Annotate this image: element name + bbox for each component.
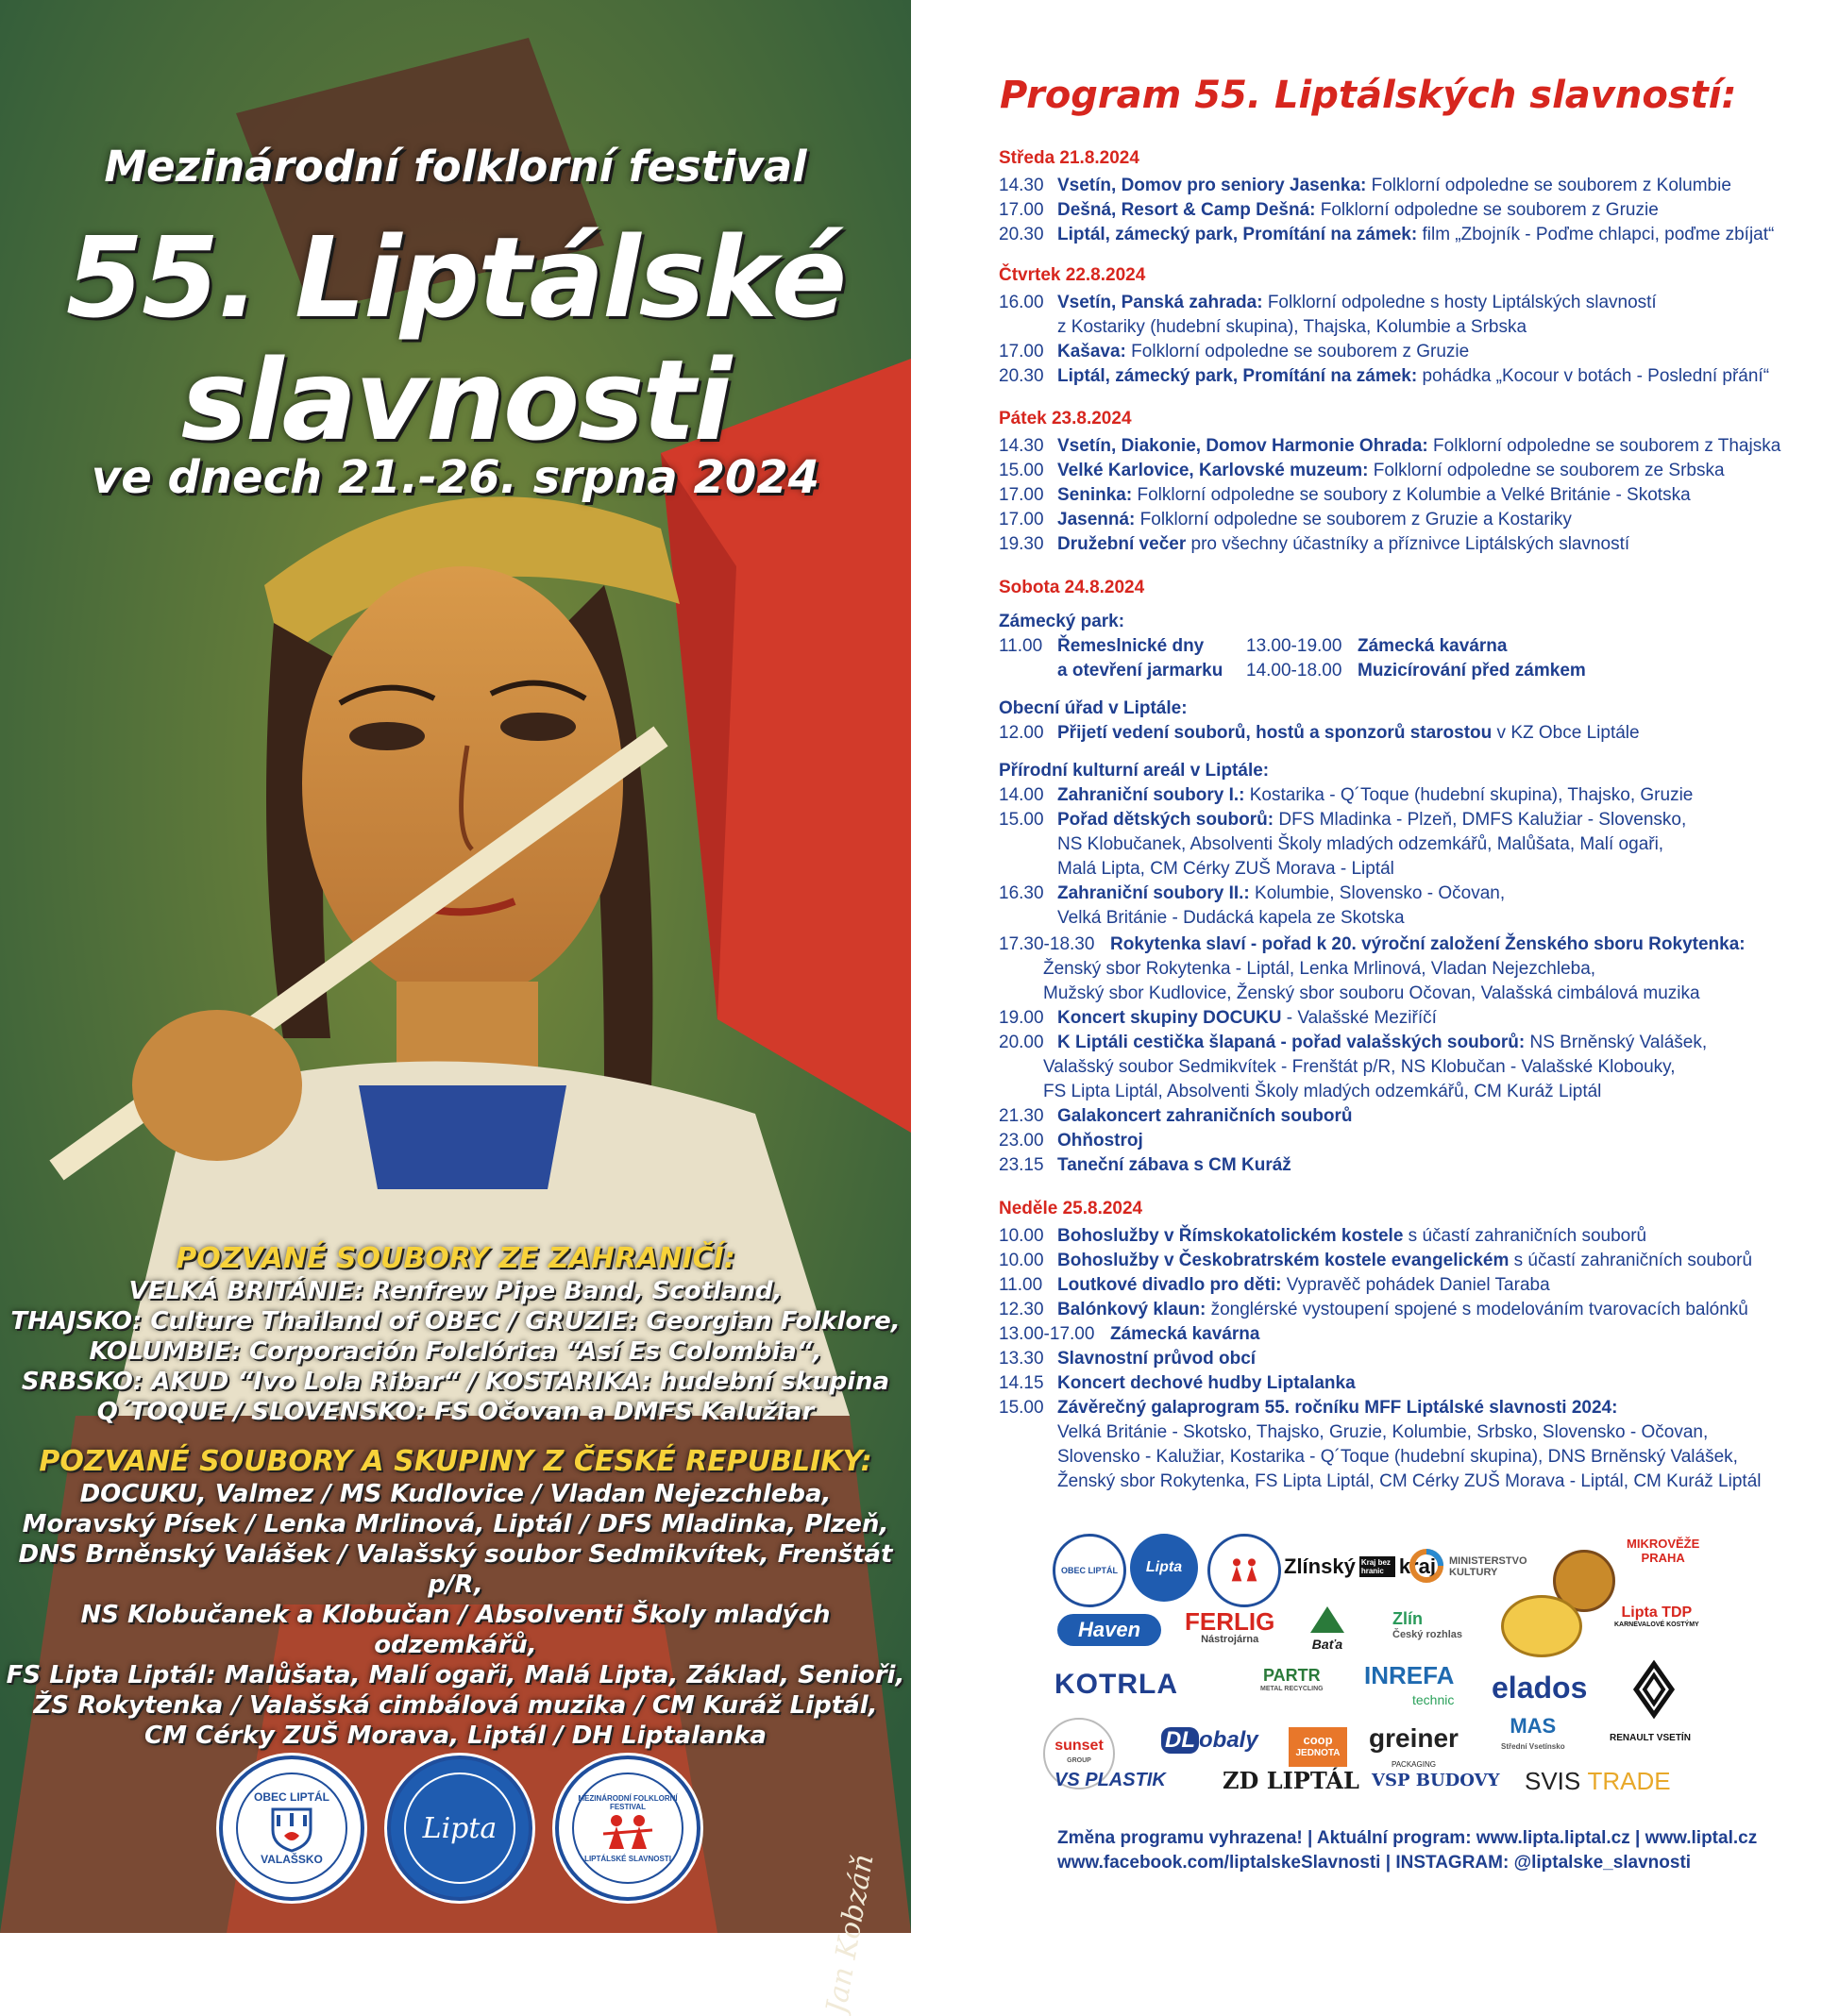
festival-title-line1: 55. Liptálské	[65, 212, 846, 343]
obec-liptal-seal	[219, 1756, 364, 1901]
footer-program-note: Změna programu vyhrazena! | Aktuální program: www.lipta.liptal.cz | www.liptal.cz	[1057, 1828, 1758, 1848]
program-row-continuation: Slovensko - Kalužiar, Kostarika - Q´Toque (hudební skupina), DNS Brněnský Valášek,	[1057, 1447, 1738, 1467]
program-row-continuation: NS Klobučanek, Absolventi Školy mladých odzemkářů, Malůšata, Malí ogaři,	[1057, 834, 1664, 854]
program-row: 23.00 Ohňostroj	[999, 1131, 1143, 1151]
program-row-continuation: Ženský sbor Rokytenka - Liptál, Lenka Mrlinová, Vladan Nejezchleba,	[1043, 959, 1596, 979]
czech-line: DNS Brněnský Valášek / Valašský soubor Sedmikvítek, Frenštát p/R,	[18, 1540, 893, 1599]
seal-top-text: MEZINÁRODNÍ FOLKLORNÍ FESTIVAL	[578, 1793, 678, 1811]
program-row: 13.30 Slavnostní průvod obcí	[999, 1349, 1257, 1369]
program-row: 17.00 Dešná, Resort & Camp Dešná: Folklorní odpoledne se souborem z Gruzie	[999, 200, 1659, 220]
tree-icon	[1308, 1604, 1346, 1637]
program-row-continuation: Valašský soubor Sedmikvítek - Frenštát p/R, NS Klobučan - Valašské Klobouky,	[1043, 1057, 1676, 1077]
foreign-line: Q´TOQUE / SLOVENSKO: FS Očovan a DMFS Kalužiar	[96, 1398, 815, 1426]
program-row: 13.00-17.00 Zámecká kavárna	[999, 1324, 1260, 1344]
seal-bottom-text: VALAŠSKO	[261, 1853, 323, 1866]
program-row-continuation: Ženský sbor Rokytenka, FS Lipta Liptál, CM Cérky ZUŠ Morava - Liptál, CM Kuráž Liptál	[1057, 1471, 1762, 1491]
program-row: 13.00-19.00 Zámecká kavárna	[1246, 636, 1508, 656]
lipta-seal-text: Lipta	[422, 1811, 498, 1845]
foreign-heading: POZVANÉ SOUBORY ZE ZAHRANIČÍ:	[176, 1242, 735, 1275]
section-obecni-urad: Obecní úřad v Liptále:	[999, 698, 1188, 718]
invited-ensembles	[0, 1241, 911, 1751]
program-row-continuation: Velká Británie - Skotsko, Thajsko, Gruzie, Kolumbie, Srbsko, Slovensko - Očovan,	[1057, 1422, 1709, 1442]
program-row: 19.30 Družební večer pro všechny účastníky a příznivce Liptálských slavností	[999, 534, 1630, 554]
section-zamecky-park: Zámecký park:	[999, 612, 1125, 631]
program-row: 17.00 Kašava: Folklorní odpoledne se souborem z Gruzie	[999, 342, 1470, 361]
ferlig-logo: FERLIG Nástrojárna	[1185, 1607, 1275, 1645]
czech-line: ŽS Rokytenka / Valašská cimbálová muzika / CM Kuráž Liptál,	[33, 1691, 878, 1720]
festival-logo	[1207, 1534, 1281, 1607]
lipta-seal	[387, 1756, 532, 1901]
renault-vsetin-text: RENAULT VSETÍN	[1610, 1733, 1691, 1743]
program-row-continuation: z Kostariky (hudební skupina), Thajska, Kolumbie a Srbska	[1057, 317, 1527, 337]
program-row: 14.00-18.00 Muzicírování před zámkem	[1246, 661, 1586, 680]
mikroveze-praha-logo: MIKROVĚŽE PRAHA	[1627, 1537, 1700, 1565]
foreign-line: VELKÁ BRITÁNIE: Renfrew Pipe Band, Scotland,	[128, 1277, 783, 1305]
program-row-continuation: FS Lipta Liptál, Absolventi Školy mladých odzemkářů, CM Kuráž Liptál	[1043, 1082, 1602, 1101]
lipta-logo: Lipta	[1130, 1534, 1198, 1602]
program-row: 14.30 Vsetín, Domov pro seniory Jasenka: Folklorní odpoledne se souborem z Kolumbie	[999, 176, 1731, 195]
renault-logo	[1630, 1661, 1678, 1718]
czech-line: NS Klobučanek a Klobučan / Absolventi Školy mladých odzemkářů,	[80, 1601, 831, 1659]
footer-social-links: www.facebook.com/liptalskeSlavnosti | INSTAGRAM: @liptalske_slavnosti	[1057, 1853, 1692, 1873]
festival-subtitle: Mezinárodní folklorní festival	[104, 142, 807, 192]
elados-logo: elados	[1492, 1671, 1588, 1705]
czech-line: CM Cérky ZUŠ Morava, Liptál / DH Liptalanka	[144, 1722, 767, 1750]
zd-liptal-logo: ZD LIPTÁL	[1223, 1767, 1359, 1794]
program-row: 17.30-18.30 Rokytenka slaví - pořad k 20. výroční založení Ženského sboru Rokytenka:	[999, 934, 1746, 954]
lipta-tdp-logo: Lipta TDP KARNEVALOVÉ KOSTÝMY	[1614, 1604, 1699, 1628]
program-row: 23.15 Taneční zábava s CM Kuráž	[999, 1155, 1291, 1175]
vs-plastik-logo: VS PLASTIK	[1054, 1770, 1166, 1790]
mas-logo: MAS Střední Vsetínsko	[1501, 1714, 1565, 1751]
foreign-line: SRBSKO: AKUD “Ivo Lola Ribar“ / KOSTARIKA: hudební skupina	[21, 1368, 890, 1396]
program-row: 10.00 Bohoslužby v Římskokatolickém kostele s účastí zahraničních souborů	[999, 1226, 1647, 1246]
czech-line: DOCUKU, Valmez / MS Kudlovice / Vladan Nejezchleba,	[79, 1480, 832, 1508]
program-row: 11.00 Loutkové divadlo pro děti: Vypravěč pohádek Daniel Taraba	[999, 1275, 1550, 1295]
cesky-rozhlas-zlin-logo: Zlín Český rozhlas	[1392, 1609, 1462, 1640]
program-row: 12.00 Přijetí vedení souborů, hostů a sponzorů starostou v KZ Obce Liptále	[999, 723, 1640, 743]
day-heading-friday: Pátek 23.8.2024	[999, 409, 1132, 428]
czech-heading: POZVANÉ SOUBORY A SKUPINY Z ČESKÉ REPUBLIKY:	[39, 1445, 872, 1478]
program-row-continuation: Mužský sbor Kudlovice, Ženský sbor souboru Očovan, Valašská cimbálová muzika	[1043, 983, 1700, 1003]
dancers-icon	[1225, 1554, 1263, 1587]
program-row: 17.00 Jasenná: Folklorní odpoledne se souborem z Gruzie a Kostariky	[999, 510, 1572, 529]
day-heading-sunday: Neděle 25.8.2024	[999, 1199, 1143, 1218]
partr-logo: PARTR METAL RECYCLING	[1260, 1666, 1324, 1692]
dl-obaly-logo: DL obaly	[1161, 1727, 1258, 1754]
ministry-ring-icon	[1408, 1547, 1445, 1585]
coop-jednota-logo: coop JEDNOTA	[1289, 1727, 1347, 1767]
greiner-logo: greiner PACKAGING	[1369, 1723, 1459, 1769]
program-row: 11.00 Řemeslnické dny	[999, 636, 1205, 656]
program-row: 14.15 Koncert dechové hudby Liptalanka	[999, 1373, 1356, 1393]
program-row: 14.00 Zahraniční soubory I.: Kostarika - Q´Toque (hudební skupina), Thajsko, Gruzie	[999, 785, 1694, 805]
program-row: 15.00 Závěrečný galaprogram 55. ročníku MFF Liptálské slavnosti 2024:	[999, 1398, 1618, 1418]
day-heading-wednesday: Středa 21.8.2024	[999, 148, 1139, 168]
dancers-icon	[599, 1811, 656, 1855]
day-heading-thursday: Čtvrtek 22.8.2024	[999, 265, 1146, 285]
seal-top-text: OBEC LIPTÁL	[254, 1790, 329, 1804]
sunset-group-logo: sunset GROUP	[1043, 1718, 1115, 1789]
program-row: 20.30 Liptál, zámecký park, Promítání na zámek: film „Zbojník - Poďme chlapci, poďme zbíjat“	[999, 225, 1775, 244]
program-row: 12.30 Balónkový klaun: žonglérské vystoupení spojené s modelováním tvarovacích balónků	[999, 1300, 1748, 1319]
zlinsky-kraj-logo: Zlínský Kraj bez hranic kraj	[1284, 1554, 1436, 1578]
program-row: 17.00 Seninka: Folklorní odpoledne se soubory z Kolumbie a Velké Británie - Skotska	[999, 485, 1691, 505]
program-row: 16.30 Zahraniční soubory II.: Kolumbie, Slovensko - Očovan,	[999, 883, 1506, 903]
section-prirodni-areal: Přírodní kulturní areál v Liptále:	[999, 761, 1270, 781]
poster-logos	[0, 1756, 911, 1897]
program-row: 14.30 Vsetín, Diakonie, Domov Harmonie Ohrada: Folklorní odpoledne se souborem z Thajska	[999, 436, 1781, 456]
obec-liptal-logo: OBEC LIPTÁL	[1053, 1534, 1126, 1607]
festival-seal	[555, 1756, 700, 1901]
program-row-continuation: Malá Lipta, CM Cérky ZUŠ Morava - Liptál	[1057, 859, 1394, 879]
program-row: 16.00 Vsetín, Panská zahrada: Folklorní odpoledne s hosty Liptálských slavností	[999, 293, 1657, 312]
renault-diamond-icon	[1634, 1662, 1674, 1717]
czech-line: Moravský Písek / Lenka Mrlinová, Liptál / DFS Mladinka, Plzeň,	[22, 1510, 889, 1538]
folklore-ensemble-logo	[1501, 1595, 1582, 1657]
crest-icon	[267, 1804, 316, 1853]
festival-dates: ve dnech 21.-26. srpna 2024	[91, 451, 820, 504]
foreign-line: THAJSKO: Culture Thailand of OBEC / GRUZIE: Georgian Folklore,	[10, 1307, 901, 1336]
program-row: 10.00 Bohoslužby v Českobratrském kostele evangelickém s účastí zahraničních souborů	[999, 1251, 1753, 1270]
program-row: 15.00 Pořad dětských souborů: DFS Mladinka - Plzeň, DMFS Kalužiar - Slovensko,	[999, 810, 1687, 830]
program-row: 21.30 Galakoncert zahraničních souborů	[999, 1106, 1353, 1126]
ministerstvo-kultury-logo: MINISTERSTVO KULTURY	[1449, 1543, 1527, 1590]
program-title: Program 55. Liptálských slavností:	[1000, 74, 1737, 117]
seal-bottom-text: LIPTÁLSKÉ SLAVNOSTI	[584, 1854, 671, 1863]
kotrla-logo: KOTRLA	[1054, 1669, 1178, 1700]
program-row: 20.30 Liptál, zámecký park, Promítání na zámek: pohádka „Kocour v botách - Poslední přání“	[999, 366, 1770, 386]
festival-title-line2: slavnosti	[180, 335, 731, 465]
vsp-budovy-logo: VSP BUDOVY	[1372, 1771, 1500, 1790]
haven-logo: Haven	[1057, 1614, 1161, 1646]
svis-trade-logo: SVIS TRADE	[1525, 1767, 1671, 1795]
program-row: 20.00 K Liptáli cestička šlapaná - pořad valašských souborů: NS Brněnský Valášek,	[999, 1033, 1708, 1052]
program-row-continuation: Velká Británie - Dudácká kapela ze Skotska	[1057, 908, 1405, 928]
bata-logo: Baťa	[1303, 1604, 1352, 1652]
painter-signature: Jan Kobzáň	[819, 1851, 881, 2016]
program-row: 15.00 Velké Karlovice, Karlovské muzeum: Folklorní odpoledne se souborem ze Srbska	[999, 461, 1725, 480]
foreign-line: KOLUMBIE: Corporación Folclórica “Así Es Colombia“,	[89, 1337, 822, 1366]
czech-line: FS Lipta Liptál: Malůšata, Malí ogaři, Malá Lipta, Základ, Senioři,	[6, 1661, 905, 1689]
inrefa-logo: INREFA technic	[1364, 1661, 1455, 1707]
program-row: 19.00 Koncert skupiny DOCUKU - Valašské Meziříčí	[999, 1008, 1437, 1028]
program-row-continuation: a otevření jarmarku	[1057, 661, 1223, 680]
day-heading-saturday: Sobota 24.8.2024	[999, 578, 1145, 597]
